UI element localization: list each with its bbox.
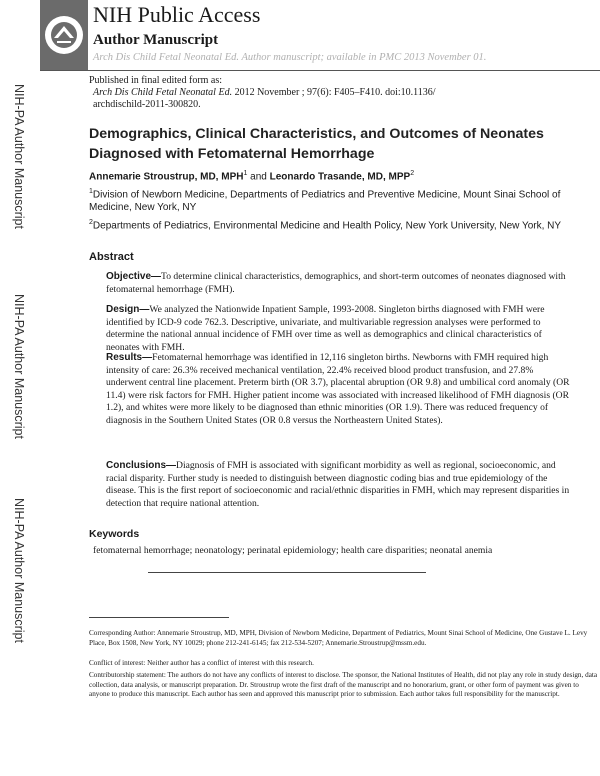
results-text: Fetomaternal hemorrhage was identified in 12,116 singleton births. Newborns with FMH required high intensity of care: 26.3% received mechanical ventilation, 22.4% received blood product transfusion, and 27.8% underwent central line placement. Preterm birth (OR 3.7), placental abruption (OR 9.8) and umbilical cord anomaly (OR 11.4) were risk factors for FMH. Higher patient income was associated with increased likelihood of FMH diagnosis (OR 1.2), and whites were more likely to be diagnosed than ethnic minorities (OR 1.9). There was reduced frequency of diagnosis in the Southern United States (OR 0.8 versus the Northeastern United States). <box>106 352 570 426</box>
sidebar-label-middle: NIH-PA Author Manuscript <box>12 294 26 439</box>
sidebar-label-top: NIH-PA Author Manuscript <box>12 84 26 229</box>
abstract-objective <box>106 271 576 296</box>
keywords-text: fetomaternal hemorrhage; neonatology; perinatal epidemiology; health care disparities; neonatal anemia <box>93 545 493 556</box>
nih-logo <box>40 0 88 70</box>
keywords-heading: Keywords <box>89 528 140 540</box>
footnote-separator <box>89 617 229 618</box>
sidebar-label-bottom: NIH-PA Author Manuscript <box>12 498 26 643</box>
journal-availability-line: Arch Dis Child Fetal Neonatal Ed. Author manuscript; available in PMC 2013 November 01. <box>93 52 487 63</box>
published-line: Published in final edited form as: <box>89 75 223 86</box>
citation-journal: Arch Dis Child Fetal Neonatal Ed. <box>93 87 233 98</box>
article-title: Demographics, Clinical Characteristics, and Outcomes of Neonates Diagnosed with Fetomaternal Hemorrhage <box>89 126 544 162</box>
abstract-heading: Abstract <box>89 251 134 263</box>
author-and: and <box>247 171 270 183</box>
conclusions-text: Diagnosis of FMH is associated with significant morbidity as well as regional, socioeconomic, and racial disparity. Further study is needed to distinguish between diagnostic coding bias and true epidemiology of the disease. This is the first report of socioeconomic and racial/ethnic disparities in FMH, which may represent disparities in detection that require national attention. <box>106 460 570 509</box>
affiliation-1-text: Division of Newborn Medicine, Departments of Pediatrics and Preventive Medicine, Mount Sinai School of Medicine, New York, NY <box>89 189 561 214</box>
affiliation-1 <box>89 185 569 214</box>
author-line <box>89 170 569 182</box>
nih-public-access-title: NIH Public Access <box>93 2 261 27</box>
design-label: Design— <box>106 304 150 315</box>
conclusions-label: Conclusions— <box>106 460 177 471</box>
citation-details: 2012 November ; 97(6): F405–F410. doi:10.1136/ <box>232 87 436 98</box>
affiliation-2-sup: 2 <box>89 219 93 226</box>
citation-line <box>93 87 436 99</box>
author-1-sup: 1 <box>243 170 248 177</box>
header-rule <box>40 70 600 71</box>
footnote-conflict: Conflict of interest: Neither author has a conflict of interest with this research. <box>89 659 314 667</box>
author-1: Annemarie Stroustrup, MD, MPH <box>89 171 244 183</box>
author-manuscript-subtitle: Author Manuscript <box>93 32 219 48</box>
affiliation-2-text: Departments of Pediatrics, Environmental Medicine and Health Policy, New York University, New York, NY <box>92 220 562 232</box>
affiliation-1-sup: 1 <box>89 188 93 195</box>
footnote-contributorship: Contributorship statement: The authors do not have any conflicts of interest to disclose. The sponsor, the National Institutes of Health, did not play any role in study design, data collection, data analysis, or manuscript preparation. Dr. Stroustrup wrote the first draft of the manuscript and no honorarium, grant, or other form of payment was given to anyone to produce this manuscript. Each author has seen and approved this manuscript prior to submission. Each author takes full responsibility for the manuscript. <box>89 671 598 698</box>
abstract-design <box>106 304 576 354</box>
citation-doi: archdischild-2011-300820. <box>93 99 201 110</box>
hhs-eagle-icon <box>40 0 88 70</box>
objective-text: To determine clinical characteristics, demographics, and short-term outcomes of neonates diagnosed with fetomaternal hemorrhage (FMH). <box>106 271 566 295</box>
design-text: We analyzed the Nationwide Inpatient Sample, 1993-2008. Singleton births diagnosed with FMH were identified by ICD-9 code 762.3. Descriptive, univariate, and multivariable regression analyses were performed to determine the national annual incidence of FMH over time as well as demographics and clinical characteristics of neonates with FMH. <box>106 304 545 353</box>
objective-label: Objective— <box>106 271 162 282</box>
abstract-conclusions <box>106 460 576 510</box>
abstract-results <box>106 352 576 428</box>
author-2: Leonardo Trasande, MD, MPP <box>269 171 411 183</box>
affiliation-2 <box>89 216 569 232</box>
results-label: Results— <box>106 352 153 363</box>
footnote-corresponding: Corresponding Author: Annemarie Stroustrup, MD, MPH, Division of Newborn Medicine, Department of Pediatrics, Mount Sinai School of Medicine, One Gustave L. Levy Place, Box 1508, New York, NY 10029; phone 212-241-6145; fax 212-534-5207; Annemarie.Stroustrup@mssm.edu. <box>89 629 588 647</box>
author-2-sup: 2 <box>410 170 415 177</box>
section-separator <box>148 572 426 573</box>
